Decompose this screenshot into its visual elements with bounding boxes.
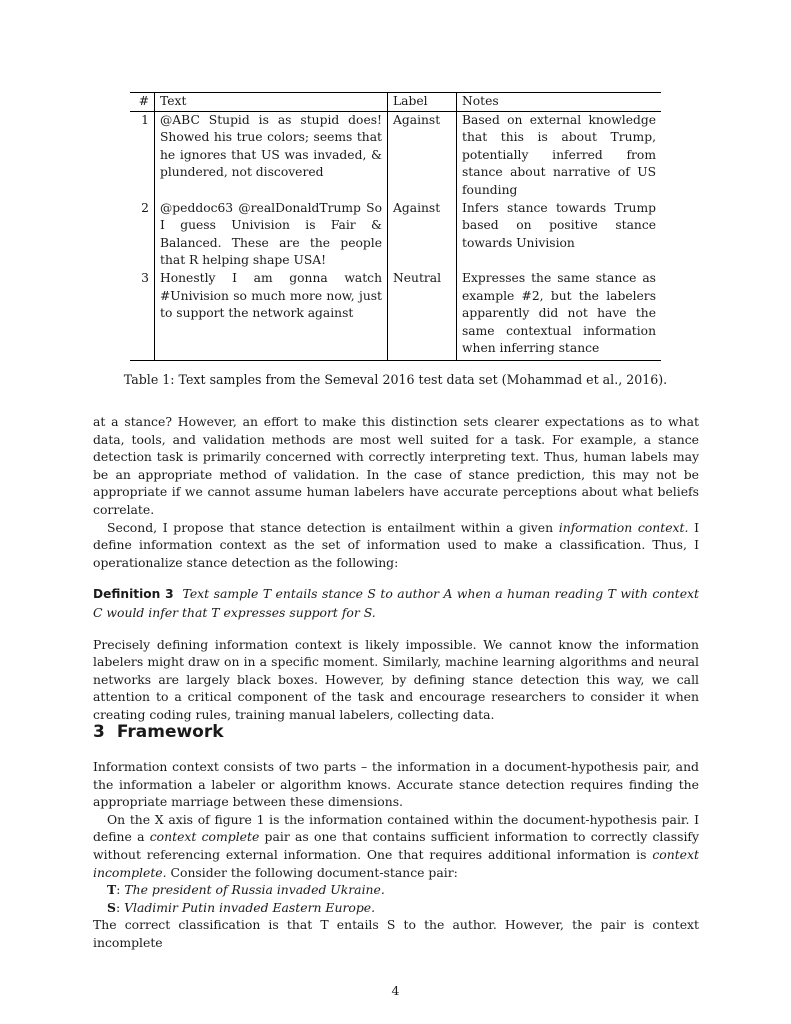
emphasis: context incomplete. [93,846,699,880]
row-text: @ABC Stupid is as stupid does! Showed his true colors; seems that he ignores that US was invaded, & plundered, not discovered [155,111,388,199]
row-label: Neutral [388,270,457,360]
text-run: I define information context as the set of information used to make a classification. Thus, I operationalize stance detection as the following: [93,519,699,570]
text-run: pair as one that contains sufficient information to correctly classify without referencing external information. One that requires additional information is [93,829,699,862]
header-notes: Notes [462,94,499,108]
emphasis: context complete [149,829,260,845]
text-run: Second, I propose that stance detection is entailment within a given [107,519,559,535]
table-header-row [130,93,661,112]
row-num: 3 [130,270,155,360]
definition-text: Text sample T entails stance S to author A when a human reading T with context C would infer that T expresses support for S. [93,586,699,620]
table-row [130,111,661,199]
row-text: Honestly I am gonna watch #Univision so much more now, just to support the network against [155,270,388,360]
row-text: @peddoc63 @realDonaldTrump So I guess Univision is Fair & Balanced. These are the people that R helping shape USA! [155,200,388,270]
header-num: # [130,93,155,112]
section-heading [93,722,224,742]
row-notes: Expresses the same stance as example #2, but the labelers apparently did not have the same contextual information when inferring stance [462,270,656,356]
definition [93,585,699,621]
emphasis: information context. [558,519,689,535]
section-number: 3 [93,722,105,742]
pair-s: S: Vladimir Putin invaded Eastern Europe. [107,899,376,915]
row-num: 1 [130,111,155,199]
section-title: Framework [116,722,224,742]
table-row [130,200,661,270]
row-label: Against [388,200,457,270]
header-text: Text [155,93,388,112]
s-text: Vladimir Putin invaded Eastern Europe. [124,899,376,915]
paragraph: Precisely defining information context is likely impossible. We cannot know the information labelers might draw on in a specific moment. Similarly, machine learning algorithms and neural networks are largely black boxes. However, by defining stance detection this way, we call attention to a critical component of the task and encourage researchers to consider it when creating coding rules, training manual labelers, collecting data. [93,636,699,722]
paragraph [93,519,699,572]
table-caption: Table 1: Text samples from the Semeval 2016 test data set (Mohammad et al., 2016). [123,372,668,387]
paragraph: Information context consists of two parts – the information in a document-hypothesis pair, and the information a labeler or algorithm knows. Accurate stance detection requires finding the appropriate marriage between these dimensions. [93,759,699,810]
row-notes: Infers stance towards Trump based on positive stance towards Univision [462,200,656,250]
t-label: T [107,882,117,898]
body-text-upper [93,413,699,724]
page-number: 4 [391,983,400,998]
row-notes: Based on external knowledge that this is about Trump, potentially inferred from stance about narrative of US founding [462,112,656,197]
header-label: Label [388,93,457,112]
definition-label: Definition 3 [93,587,174,602]
pair-t: T: The president of Russia invaded Ukraine. [107,882,385,898]
paragraph: The correct classification is that T entails S to the author. However, the pair is context incomplete [93,917,699,950]
table-row [130,270,661,360]
text-run: Consider the following document-stance pair: [166,864,458,880]
row-label: Against [388,111,457,199]
samples-table [130,92,661,361]
paragraph: at a stance? However, an effort to make this distinction sets clearer expectations as to what data, tools, and validation methods are most well suited for a task. For example, a stance detection task is primarily concerned with correctly interpreting text. Thus, human labels may be an appropriate method of validation. In the case of stance prediction, this may not be appropriate if we cannot assume human labelers have accurate perceptions about what beliefs correlate. [93,414,699,517]
paragraph [93,811,699,881]
row-num: 2 [130,200,155,270]
s-label: S [107,899,116,915]
t-text: The president of Russia invaded Ukraine. [124,882,385,898]
text-run: On the X axis of figure 1 is the information contained within the document-hypothesis pair. I define a [93,811,699,845]
body-text-lower [93,758,699,952]
